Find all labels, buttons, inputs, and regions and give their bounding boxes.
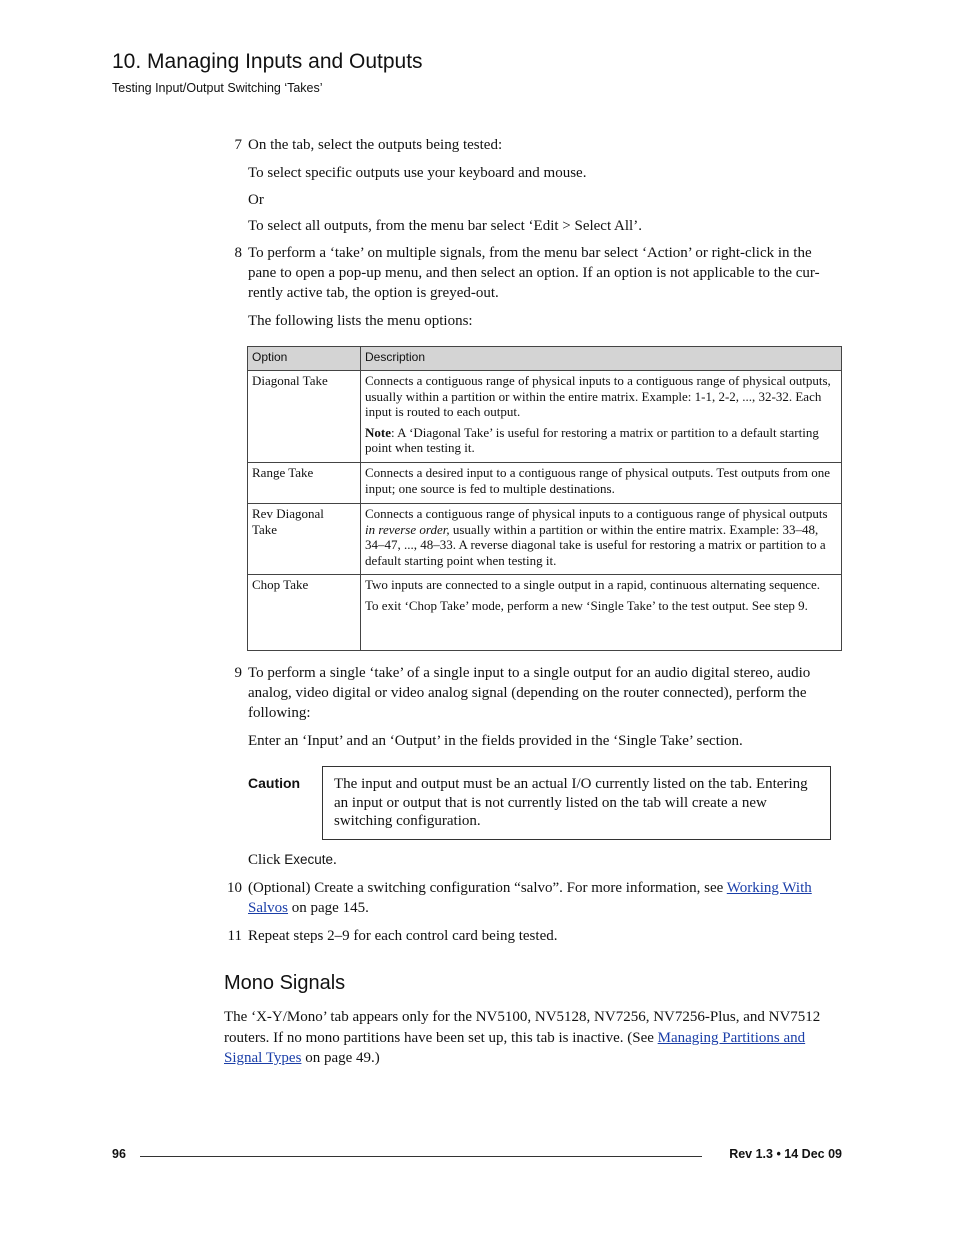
options-table xyxy=(247,346,842,651)
caution-box: The input and output must be an actual I/O currently listed on the tab. Entering an input or output that is not currently listed on the tab will create a new switching configuration. xyxy=(322,766,831,840)
working-with-salvos-link-cont[interactable]: Salvos xyxy=(248,900,289,916)
mono-line-1: The ‘X-Y/Mono’ tab appears only for the NV5100, NV5128, NV7256, NV7256-Plus, and NV7512 xyxy=(224,1009,821,1025)
step-8-para-1: The following lists the menu options: xyxy=(248,313,473,329)
description-cell xyxy=(361,575,842,651)
mono-signals-heading: Mono Signals xyxy=(224,972,346,994)
option-cell xyxy=(248,504,361,575)
table-header-row xyxy=(248,347,842,371)
step-10-suffix: on page 145. xyxy=(288,900,369,916)
column-header-option: Option xyxy=(248,347,361,371)
step-8-line-2: pane to open a pop-up menu, and then select an option. If an option is not applicable to the cur- xyxy=(248,265,820,281)
table-row xyxy=(248,575,842,651)
step-7-para-1: To select specific outputs use your keyboard and mouse. xyxy=(248,165,587,181)
step-8-number: 8 xyxy=(234,245,242,261)
table-row xyxy=(248,504,842,575)
step-7-para-3: To select all outputs, from the menu bar select ‘Edit > Select All’. xyxy=(248,218,642,234)
chapter-title: 10. Managing Inputs and Outputs xyxy=(112,50,423,73)
description-part-1: Connects a contiguous range of physical inputs to a contiguous range of physical outputs xyxy=(365,506,828,521)
mono-suffix: on page 49.) xyxy=(301,1050,380,1066)
step-9-line-1: To perform a single ‘take’ of a single input to a single output for an audio digital stereo, audio xyxy=(248,665,811,681)
mono-line-3 xyxy=(224,1048,380,1068)
description-text xyxy=(365,506,837,568)
step-11-text: Repeat steps 2–9 for each control card being tested. xyxy=(248,928,558,944)
managing-partitions-link[interactable]: Managing Partitions and xyxy=(657,1030,806,1046)
step-9-number: 9 xyxy=(234,665,242,681)
step-10-number: 10 xyxy=(227,880,242,896)
option-cell: Chop Take xyxy=(248,575,361,651)
description-cell xyxy=(361,463,842,504)
option-line-1: Rev Diagonal xyxy=(252,506,324,521)
description-text: Connects a contiguous range of physical inputs to a contiguous range of physical outputs, usually within a partition or within the entire matrix. Example: 1-1, 2-2, ..., 32-32. Each input is routed to each output. xyxy=(365,373,831,419)
note-text xyxy=(365,425,837,456)
working-with-salvos-link[interactable]: Working With xyxy=(726,880,812,896)
step-10-text: (Optional) Create a switching configuration “salvo”. For more information, see xyxy=(248,880,727,896)
revision-label: Rev 1.3 • 14 Dec 09 xyxy=(729,1147,842,1161)
option-line-2: Take xyxy=(252,521,278,537)
footer-divider xyxy=(140,1156,702,1157)
description-italic: in reverse order, xyxy=(365,521,450,537)
click-suffix: . xyxy=(333,852,337,868)
page-number: 96 xyxy=(112,1147,126,1161)
mono-line-2 xyxy=(224,1028,805,1048)
option-cell: Diagonal Take xyxy=(248,371,361,463)
step-10-line-1 xyxy=(248,878,812,898)
description-text-2: To exit ‘Chop Take’ mode, perform a new ‘Single Take’ to the test output. See step 9. xyxy=(365,597,808,613)
step-9-line-2: analog, video digital or video analog signal (depending on the router connected), perform the xyxy=(248,685,807,701)
step-11-number: 11 xyxy=(227,928,242,944)
step-9-line-3: following: xyxy=(248,705,311,721)
caution-label: Caution xyxy=(248,775,301,791)
click-prefix: Click xyxy=(248,852,285,868)
step-9-para-1: Enter an ‘Input’ and an ‘Output’ in the fields provided in the ‘Single Take’ section. xyxy=(248,733,743,749)
table-row xyxy=(248,371,842,463)
option-cell: Range Take xyxy=(248,463,361,504)
description-part-2: usually within a partition or within the entire matrix. Example: 33–48, 34–47, ..., 48–33. A reverse diagonal take is useful for restoring a matrix or partition to a default starting point when testing it. xyxy=(365,521,826,568)
note-body: : A ‘Diagonal Take’ is useful for restoring a matrix or partition to a default starting point when testing it. xyxy=(365,424,819,455)
section-subtitle: Testing Input/Output Switching ‘Takes’ xyxy=(112,81,323,95)
description-cell xyxy=(361,371,842,463)
step-7-text: On the tab, select the outputs being tested: xyxy=(248,137,503,153)
note-label: Note xyxy=(365,424,391,440)
managing-partitions-link-cont[interactable]: Signal Types xyxy=(224,1050,302,1066)
mono-line-2-text: routers. If no mono partitions have been set up, this tab is inactive. (See xyxy=(224,1030,658,1046)
step-7-number: 7 xyxy=(234,137,242,153)
column-header-description: Description xyxy=(361,347,842,371)
step-10-line-2 xyxy=(248,898,369,918)
click-instruction xyxy=(248,850,337,870)
step-8-line-3: rently active tab, the option is greyed-out. xyxy=(248,285,499,301)
execute-label: Execute xyxy=(284,852,334,867)
table-row xyxy=(248,463,842,504)
description-text: Connects a desired input to a contiguous range of physical outputs. Test outputs from one input; one source is fed to multiple destinations. xyxy=(365,465,830,496)
description-cell xyxy=(361,504,842,575)
step-8-line-1: To perform a ‘take’ on multiple signals, from the menu bar select ‘Action’ or right-click in the xyxy=(248,245,812,261)
description-text: Two inputs are connected to a single output in a rapid, continuous alternating sequence. xyxy=(365,577,821,592)
step-7-para-2: Or xyxy=(248,192,264,208)
